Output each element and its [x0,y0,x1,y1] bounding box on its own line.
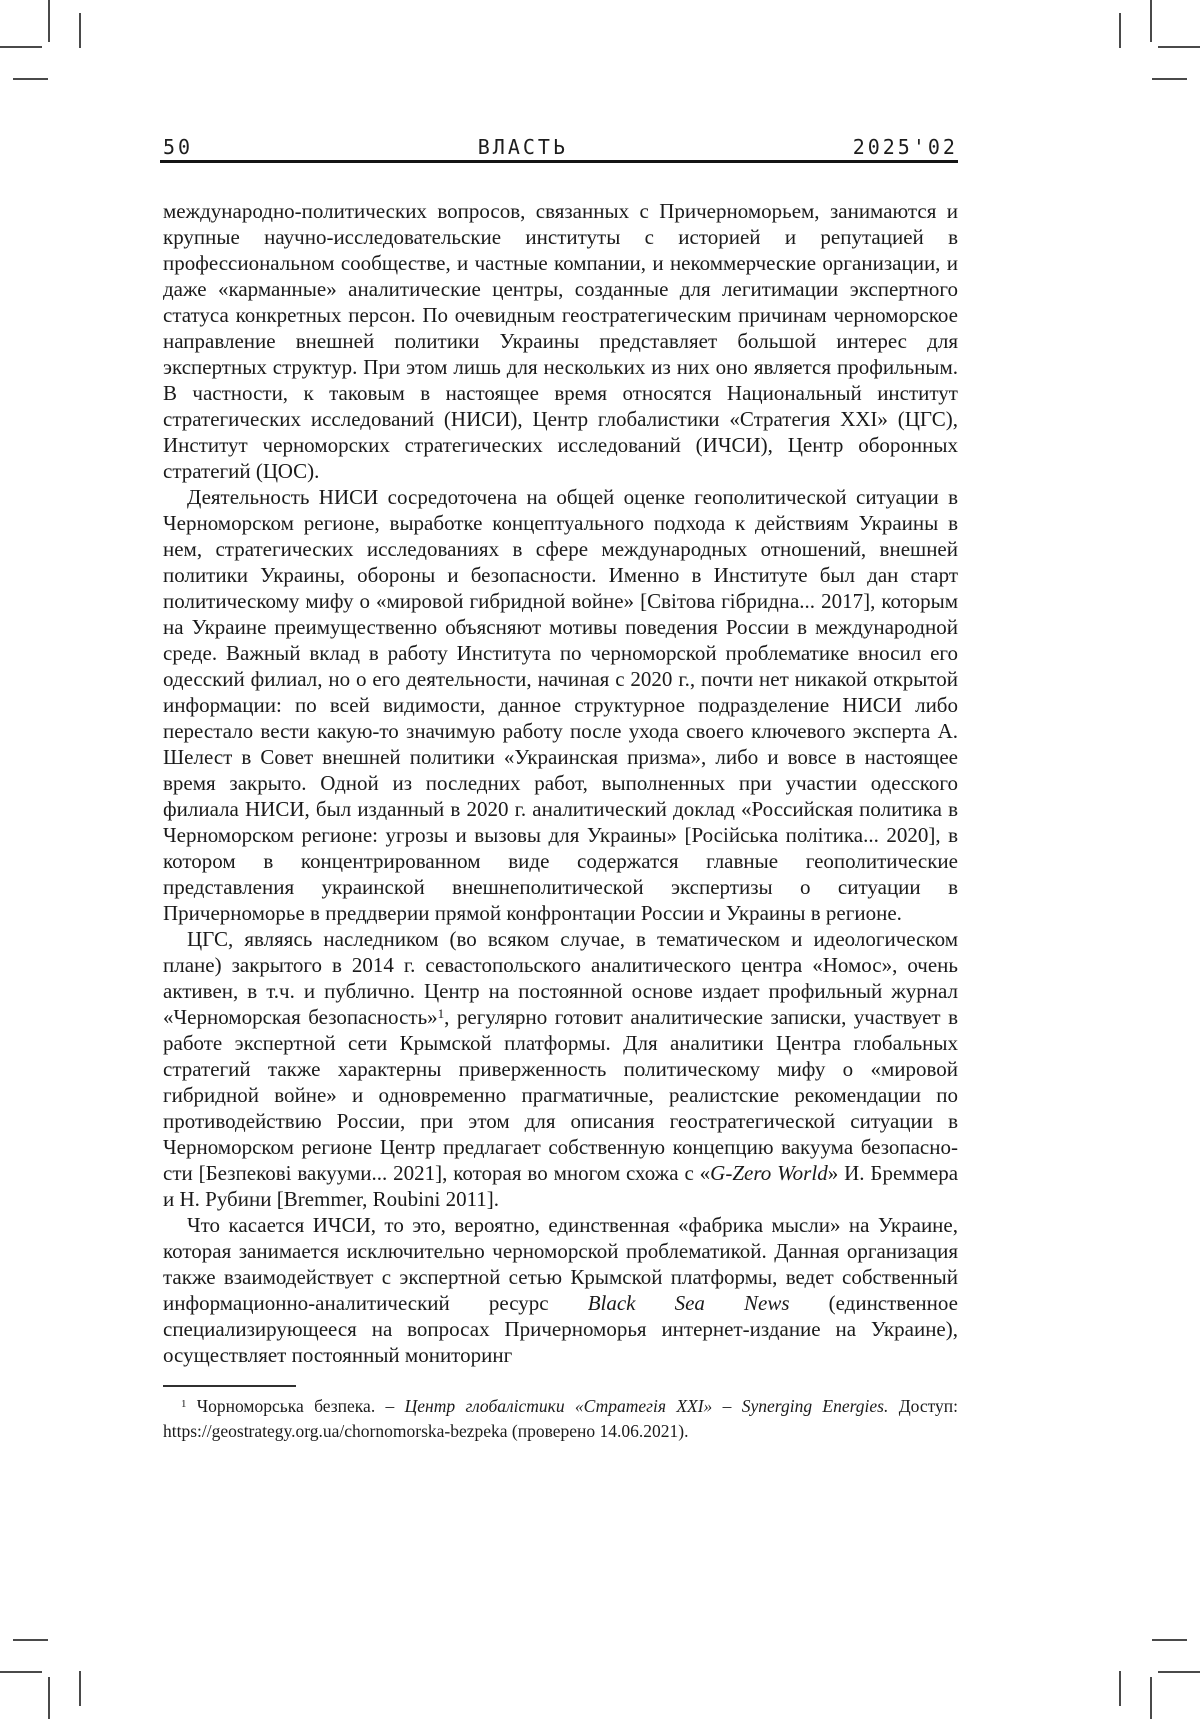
footnote-text: Чорноморська безпека. – [186,1396,405,1416]
footnote-url-text: Доступ: https://geostrategy.org.ua/chornomorska-bezpeka (проверено 14.06.2021). [163,1396,959,1441]
crop-mark-bottom-right [1152,1639,1187,1641]
footnote-ref-marker: 1 [437,1006,445,1022]
paragraph-text: (единственное специализирующееся на вопросах Причерноморья интернет-издание на Украине), осуществляет постоянный мониторинг [163,1291,958,1367]
footnote-number: 1 [181,1398,187,1411]
footnote-rule [163,1385,296,1387]
page-number: 50 [163,135,194,159]
crop-mark-top-left [79,13,81,48]
crop-mark-bottom-left [0,1671,42,1673]
header-rule [160,160,958,163]
paragraph-text: ЦГС, являясь наследником (во всяком случае, в тематическом и идеологическом плане) закрытого в 2014 г. севастопольского аналитического центра «Номос», очень активен, в т.ч. и публично. Центр на постоянной основе издает профильный журнал «Черноморская безопасность» [163,927,958,1029]
footnote-source-italic: Центр глобалістики «Стратегія XXI» [404,1396,713,1416]
crop-mark-top-right [1158,46,1200,48]
journal-title: ВЛАСТЬ [477,135,569,159]
body-paragraph [163,198,958,484]
paragraph-text: международно-политических вопросов, связанных с Причерноморьем, занимаются и крупные научно-исследовательские институты с историей и репутацией в профессиональном сообществе, и частные компании, и некоммерческие организации, и даже «карманные» аналитические центры, созданные для легитимации экспертного статуса конкретных персон. По очевидным геостратегическим причинам черноморское направление внешней политики Украины представляет большой интерес для экспертных структур. При этом лишь для нескольких из них оно является профильным. В частности, к таковым в настоящее время относятся Национальный институт стратегических исследований (НИСИ), Центр глобалистики «Стратегия XXI» (ЦГС), Институт черноморских стратегических исследований (ИЧСИ), Центр оборонных стратегий (ЦОС). [163,199,958,483]
issue-number: 2025'02 [852,135,958,159]
paragraph-text: Что касается ИЧСИ, то это, вероятно, единственная «фабрика мысли» на Украине, которая занимается исключительно черноморской проблематикой. Данная организация также взаимодействует с экспертной сетью Крымской платформы, ведет собственный информационно-аналитический ресурс [163,1213,958,1315]
crop-mark-top-right [1119,13,1121,48]
footnote-source-italic: Synerging Energies. [741,1396,889,1416]
paragraph-text: Деятельность НИСИ сосредоточена на общей оценке геополитической ситуации в Черноморском регионе, выработке концептуального подхода к действиям Украины в нем, стратегических исследованиях в сфере международных отношений, внешней политики Украины, обороны и безопасности. Именно в Институте был дан старт политическому мифу о «мировой гибридной войне» [Світова гібридна... 2017], которым на Украине преимущественно объясняют мотивы поведения России в международной среде. Важный вклад в работу Института по черноморской проблематике вносил его одесский филиал, но о его деятельности, начиная с 2020 г., почти нет никакой открытой информации: по всей видимости, данное структурное подразделение НИСИ либо перестало вести какую-то значимую работу после ухода своего ключевого эксперта А. Шелест в Совет внешней политики «Украинская призма», либо и вовсе в настоящее время закрыто. Одной из последних работ, выполненных при участии одесского филиала НИСИ, был изданный в 2020 г. аналитический доклад «Российская политика в Черноморском регионе: угрозы и вызовы для Украины» [Російська політика... 2020], в котором в концентрированном виде содержатся главные геополитические представления украинской внешнеполитической экспертизы о ситуации в Причерноморье в преддверии прямой конфронтации России и Украины в регионе. [163,485,958,925]
crop-mark-bottom-left [13,1639,48,1641]
crop-mark-bottom-right [1158,1671,1200,1673]
paragraph-text: , регулярно готовит аналитические записки, участвует в работе экспертной сети Крымской платформы. Для аналитики Центра глобальных стратегий также характерны приверженность политическому мифу о «мировой гибридной войне» и одновременно прагматичные, реалистские рекомендации по противодействию России, при этом для описания геостратегической ситуации в Черноморском регионе Центр предлагает собственную концепцию вакуума безопасности [Безпекові вакууми... 2021], которая во многом схожа с « [163,1005,959,1185]
page-header [163,135,958,159]
crop-mark-top-right [1150,0,1152,42]
body-paragraph [163,1212,958,1368]
italic-phrase: G-Zero World [710,1161,828,1185]
footnote-text: – [712,1396,742,1416]
italic-phrase: Black Sea News [587,1291,790,1315]
body-paragraph [163,484,958,926]
crop-mark-bottom-right [1150,1677,1152,1719]
footnote [163,1394,958,1444]
crop-mark-bottom-left [48,1677,50,1719]
crop-mark-bottom-left [79,1671,81,1706]
crop-mark-top-right [1152,78,1187,80]
crop-mark-top-left [13,78,48,80]
article-body [163,198,958,1444]
crop-mark-top-left [0,46,42,48]
paragraph-text: » И. Бреммера и Н. Рубини [Bremmer, Roubini 2011]. [163,1161,959,1211]
crop-mark-bottom-right [1119,1671,1121,1706]
body-paragraph [163,926,958,1212]
crop-mark-top-left [48,0,50,42]
